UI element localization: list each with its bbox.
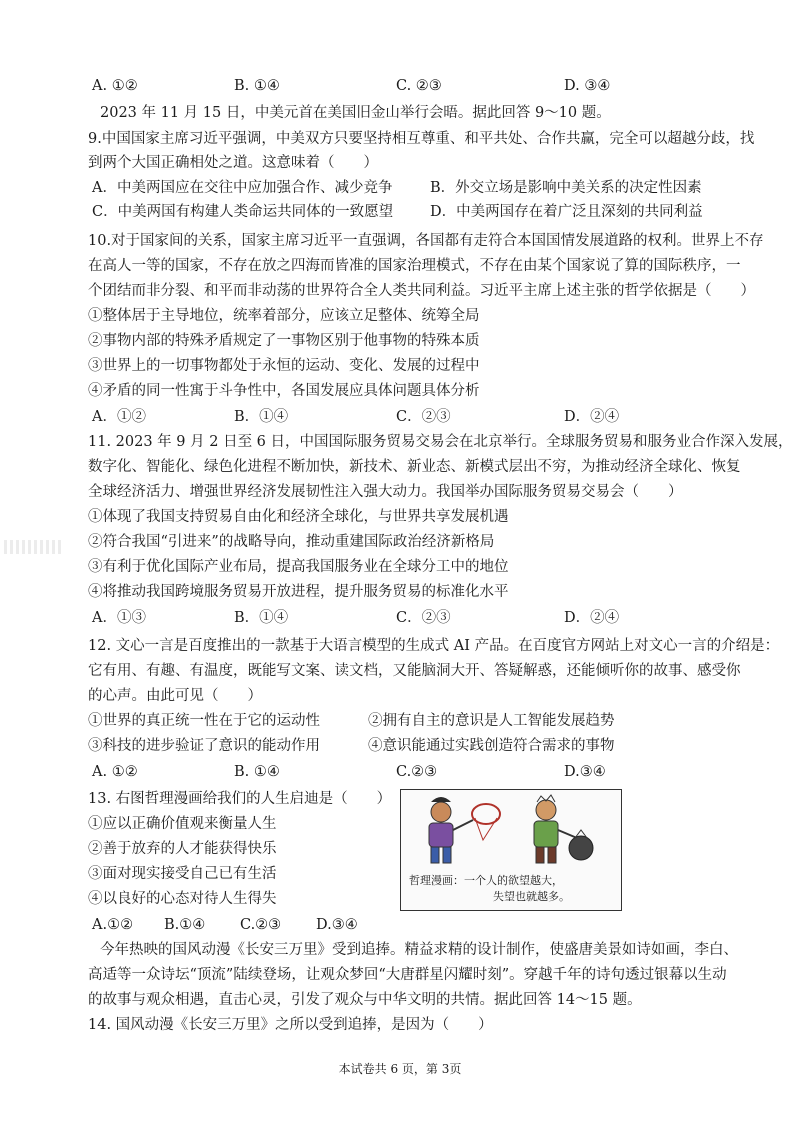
- q13-item-3: ③面对现实接受自己已有生活: [88, 866, 277, 882]
- q11-option-b: B．①④: [234, 610, 289, 626]
- intro-14-15-line3: 的故事与观众相遇，直击心灵，引发了观众与中华文明的共情。据此回答 14～15 题。: [88, 992, 642, 1008]
- q13-option-a: A.①②: [92, 917, 134, 933]
- q12-stem-line2: 它有用、有趣、有温度，既能写文案、读文档，又能脑洞大开、答疑解惑，还能倾听你的故事、感受你: [88, 663, 741, 679]
- intro-9-10: 2023 年 11 月 15 日，中美元首在美国旧金山举行会晤。据此回答 9～10 题。: [100, 105, 611, 121]
- q10-stem-line3: 个团结而非分裂、和平而非动荡的世界符合全人类共同利益。习近平主席上述主张的哲学依据是（ ）: [88, 283, 755, 299]
- q11-option-c: C．②③: [396, 610, 451, 626]
- q10-option-c: C．②③: [396, 409, 451, 425]
- q13-item-1: ①应以正确价值观来衡量人生: [88, 816, 277, 832]
- q13-stem: 13. 右图哲理漫画给我们的人生启迪是（ ）: [88, 791, 392, 807]
- option-b: B. ①④: [234, 78, 280, 94]
- q9-option-a: A．中美两国应在交往中应加强合作、减少竞争: [92, 180, 393, 196]
- intro-14-15-line2: 高适等一众诗坛“顶流”陆续登场，让观众梦回“大唐群星闪耀时刻”。穿越千年的诗句透过银幕以生动: [88, 967, 727, 983]
- q13-item-4: ④以良好的心态对待人生得失: [88, 891, 277, 907]
- q10-item-3: ③世界上的一切事物都处于永恒的运动、变化、发展的过程中: [88, 358, 480, 374]
- q10-item-4: ④矛盾的同一性寓于斗争性中，各国发展应具体问题具体分析: [88, 383, 480, 399]
- option-d: D. ③④: [564, 78, 611, 94]
- q11-stem-line2: 数字化、智能化、绿色化进程不断加快，新技术、新业态、新模式层出不穷，为推动经济全球化、恢复: [88, 459, 741, 475]
- q11-item-4: ④将推动我国跨境服务贸易开放进程，提升服务贸易的标准化水平: [88, 584, 509, 600]
- intro-14-15-line1: 今年热映的国风动漫《长安三万里》受到追捧。精益求精的设计制作，使盛唐美景如诗如画，李白、: [100, 942, 738, 958]
- q12-item-3: ③科技的进步验证了意识的能动作用: [88, 738, 320, 754]
- q14-stem: 14. 国风动漫《长安三万里》之所以受到追捧，是因为（ ）: [88, 1017, 493, 1033]
- q12-stem-line3: 的心声。由此可见（ ）: [88, 688, 262, 704]
- cartoon-caption-line2: 失望也就越多。: [493, 890, 570, 903]
- q9-option-d: D．中美两国存在着广泛且深刻的共同利益: [430, 204, 703, 220]
- q9-option-c: C．中美两国有构建人类命运共同体的一致愿望: [92, 204, 394, 220]
- q12-option-c: C.②③: [396, 764, 438, 780]
- page-footer: 本试卷共 6 页，第 3页: [338, 1062, 462, 1076]
- q10-option-a: A．①②: [92, 409, 146, 425]
- q12-option-b: B. ①④: [234, 764, 280, 780]
- q9-option-b: B．外交立场是影响中美关系的决定性因素: [430, 180, 702, 196]
- philosophy-cartoon-image: [400, 789, 622, 911]
- q12-item-4: ④意识能通过实践创造符合需求的事物: [368, 738, 615, 754]
- q13-option-c: C.②③: [240, 917, 282, 933]
- q12-option-d: D.③④: [564, 764, 606, 780]
- option-c: C. ②③: [396, 78, 442, 94]
- q10-stem-line1: 10.对于国家间的关系，国家主席习近平一直强调，各国都有走符合本国国情发展道路的权利。世界上不存: [88, 233, 764, 249]
- q11-option-d: D．②④: [564, 610, 620, 626]
- q11-option-a: A．①③: [92, 610, 146, 626]
- q11-stem-line1: 11. 2023 年 9 月 2 日至 6 日，中国国际服务贸易交易会在北京举行。全球服务贸易和服务业合作深入发展，: [88, 434, 793, 450]
- q13-option-b: B.①④: [164, 917, 206, 933]
- q9-stem-line2: 到两个大国正确相处之道。这意味着（ ）: [88, 155, 378, 171]
- q12-stem-line1: 12. 文心一言是百度推出的一款基于大语言模型的生成式 AI 产品。在百度官方网站上对文心一言的介绍是：: [88, 638, 780, 654]
- q9-stem-line1: 9.中国国家主席习近平强调，中美双方只要坚持相互尊重、和平共处、合作共赢，完全可以超越分歧，找: [88, 131, 755, 147]
- q12-item-2: ②拥有自主的意识是人工智能发展趋势: [368, 713, 615, 729]
- q13-item-2: ②善于放弃的人才能获得快乐: [88, 841, 277, 857]
- q10-item-2: ②事物内部的特殊矛盾规定了一事物区别于他事物的特殊本质: [88, 333, 480, 349]
- q11-item-3: ③有利于优化国际产业布局，提高我国服务业在全球分工中的地位: [88, 559, 509, 575]
- q13-option-d: D.③④: [316, 917, 358, 933]
- q12-item-1: ①世界的真正统一性在于它的运动性: [88, 713, 320, 729]
- q10-stem-line2: 在高人一等的国家，不存在放之四海而皆准的国家治理模式，不存在由某个国家说了算的国际秩序，一: [88, 258, 741, 274]
- option-a: A. ①②: [92, 78, 138, 94]
- q11-item-1: ①体现了我国支持贸易自由化和经济全球化，与世界共享发展机遇: [88, 509, 509, 525]
- q11-item-2: ②符合我国“引进来”的战略导向，推动重建国际政治经济新格局: [88, 534, 495, 550]
- q12-option-a: A. ①②: [92, 764, 138, 780]
- cartoon-caption-line1: 哲理漫画：一个人的欲望越大，: [409, 874, 563, 887]
- q10-option-b: B．①④: [234, 409, 289, 425]
- q10-item-1: ①整体居于主导地位，统率着部分，应该立足整体、统筹全局: [88, 308, 480, 324]
- q11-stem-line3: 全球经济活力、增强世界经济发展韧性注入强大动力。我国举办国际服务贸易交易会（ ）: [88, 484, 683, 500]
- scan-artifact: [4, 540, 64, 554]
- q10-option-d: D．②④: [564, 409, 620, 425]
